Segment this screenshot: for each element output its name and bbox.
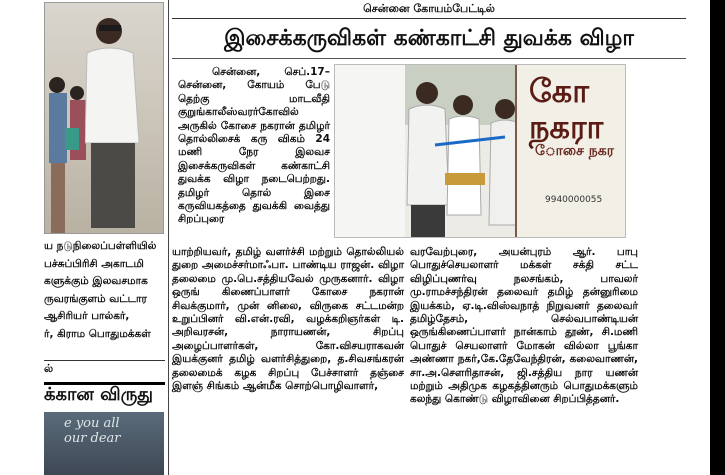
article-column-1: சென்னை, செப்.17– சென்னை, கோயம் பேடு தெற்கு மாடவீதி குறுங்காலீஸ்வரர்கோவில் அருகில் கோசை நகரான் தமிழர் தொல்லிசைக் கரு விகம் 24 மணி நேர இலவச இசைக்கருவிகள் கண்காட்சி துவக்க விழா நடைபெற்றது. தமிழர் தொல் இசை கருவியகத்தை துவக்கி வைத்து சிறப்புரை: [178, 66, 330, 226]
children-figures: [45, 73, 90, 233]
ribbon-cutting-scene: [335, 65, 519, 238]
right-edge-bar: [710, 0, 725, 475]
left-bottom-photo: [44, 412, 164, 475]
column-divider: [168, 0, 169, 475]
sign-board-number: 9940000055: [545, 195, 603, 205]
article-column-2: யாற்றியவர், தமிழ் வளர்ச்சி மற்றும் தொல்லியல் துறை அமைச்சர்மாஃபா. பாண்டிய ராஜன். விழா தலைமை மு.பெ.சத்தியவேல் முருகனார். விழா ஒருங் கிணைப்பாளர் கோசை நகரான் சிவக்குமார், முன் னிலை, விருகை சட்டமன்ற உறுப்பினர் வி.என்.ரவி, வழக்கறிஞர்கள் டி. அறிவரசன், நாராயணன், சிறப்பு அழைப்பாளர்கள், கோ.விசயராகவன் இயக்குனர் தமிழ் வளர்சித்துறை, த.சிவசங்கரன் தலைமைக் கழக சிறப்பு பேச்சாளர் தஞ்சை இளஞ் சிங்கம் ஆன்மீக சொற்பொழிவாளர்,: [172, 246, 404, 393]
left-line: ருவரங்குளம் வட்டார: [44, 292, 147, 305]
left-line: களுக்கும் இலவசமாக: [44, 275, 148, 287]
article-column-3: வரவேற்புரை, அயன்புரம் ஆர். பாபு பொதுச்செயலாளர் மக்கள் சக்தி சட்ட விழிப்புணர்வு நலசங்கம், பாவலர் மு.ராமச்சந்திரன் தலைவர் தமிழ் தன்னுரிமை இயக்கம், ஏ.டி.விஸ்வநாத் நிறுவனர் தலைவர் தமிழ்தேசம், செல்வபாண்டியன் ஒருங்கிணைப்பாளர் நான்காம் தூண், சி.மணி பொதுச் செயலாளர் மோகன் வில்லா பூங்கா அண்ணா நகர்,கே.தேவேந்திரன், கலைவாணன், சா.அ.சௌரிதாசன், ஜி.சத்திய நார யணன் மற்றும் அதிமுக கழகத்தினரும் பொதுமக்களும் கலந்து கொண்டு விழாவினை சிறப்பித்தனர்.: [410, 246, 638, 406]
left-line: ர், கிராம பொதுமக்கள்: [44, 327, 151, 340]
left-divider: [44, 360, 165, 361]
left-column: [0, 0, 165, 475]
man-figure: [85, 13, 155, 228]
headline-rule: [172, 58, 686, 59]
article-headline: இசைக்கருவிகள் கண்காட்சி துவக்க விழா: [224, 26, 634, 51]
sign-board-text: கோ நகரா: [529, 72, 604, 146]
section-label: சென்னை கோயம்பேட்டில்: [363, 2, 495, 15]
event-photo: [334, 64, 626, 238]
left-headline: க்கான விருது: [44, 384, 153, 405]
sign-board-subtext: ோசை நகர: [535, 143, 614, 159]
section-rule: [172, 18, 686, 19]
left-section-label: ல்: [44, 362, 54, 375]
left-line: பச்சுப்பிரிசி அகாடமி: [44, 257, 144, 270]
photo-caption-text: e you all our dear: [64, 416, 121, 446]
sign-board: [515, 65, 625, 238]
left-photo: [44, 2, 164, 234]
left-line: ய நடுநிலைப்பள்ளியில்: [44, 240, 157, 252]
left-text-lines: [44, 238, 165, 343]
left-line: ஆசிரியர் பால்கர்,: [44, 310, 130, 322]
